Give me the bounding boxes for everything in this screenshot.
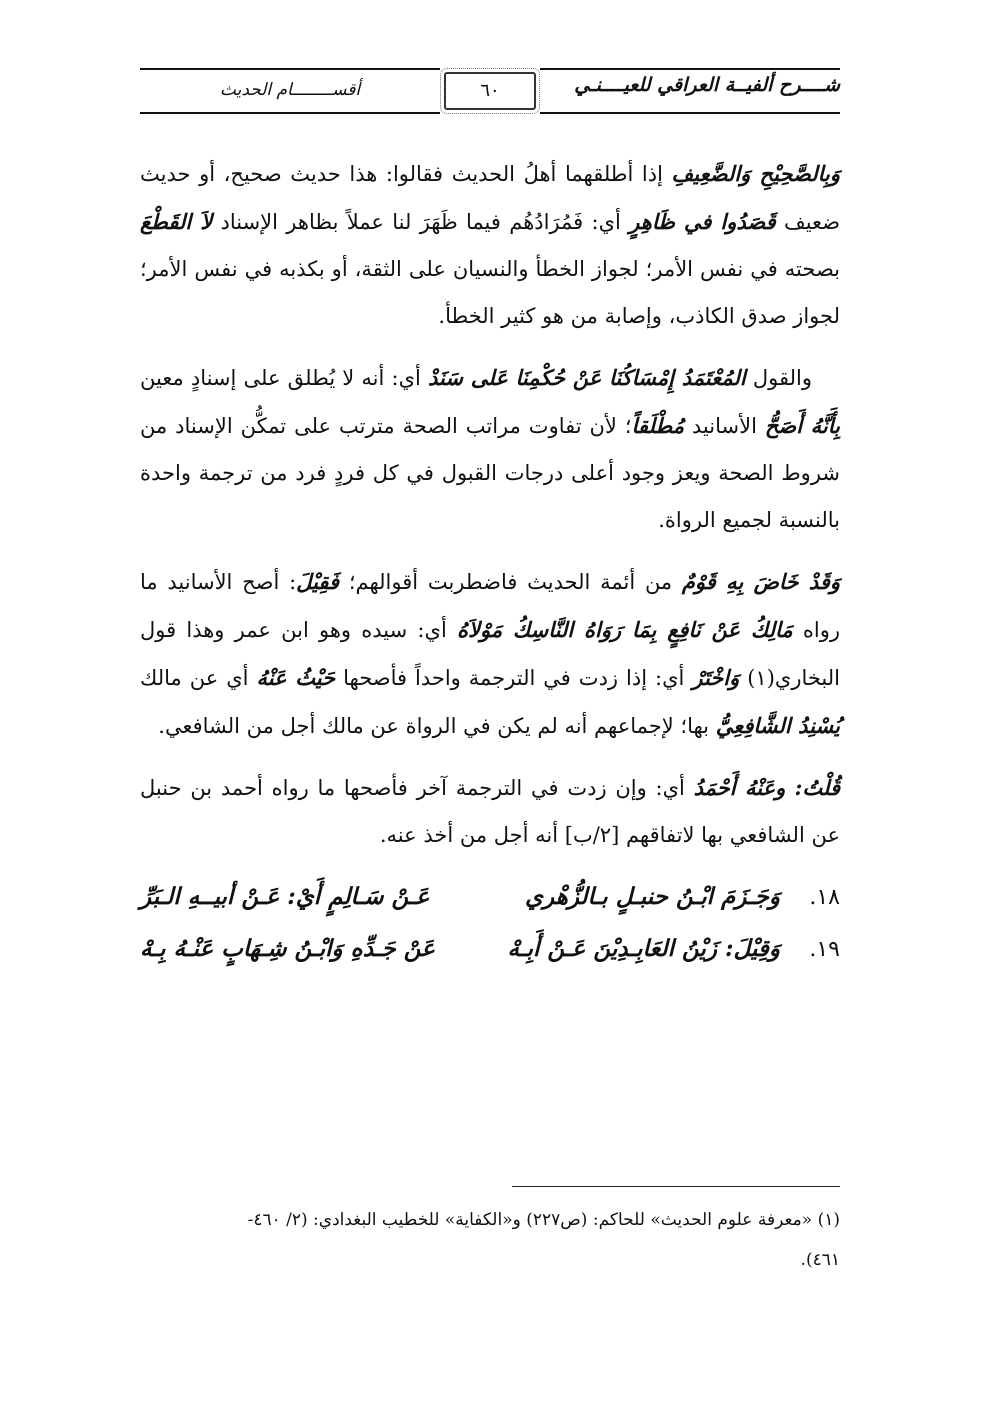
header-book-title: شــــرح ألفيــة العراقي للعيــــنـي: [574, 74, 840, 96]
commentary-text: بصحته في نفس الأمر؛ لجواز الخطأ والنسيان على الثقة، أو بكذبه في نفس الأمر؛ لجواز صدق الكاذب، وإصابة من هو كثير الخطأ.: [140, 257, 840, 328]
poem-quote: يُسْنِدُ الشَّافِعِيُّ: [715, 713, 840, 738]
commentary-text: : أصح الأسانيد ما رواه: [140, 570, 840, 642]
paragraphs: [140, 150, 840, 859]
commentary-text: أي عن مالك: [140, 666, 257, 690]
verse-number: ١٩.: [809, 937, 840, 962]
header-rule-top-left: [140, 68, 440, 70]
poem-quote: حَيْثُ عَنْهُ: [256, 665, 336, 690]
commentary-text: إذا أطلقهما أهلُ الحديث فقالوا: هذا حديث صحيح، أو حديث ضعيف: [140, 162, 841, 234]
poem-quote: قَصَدُوا في ظَاهِرٍ: [629, 209, 776, 234]
poem-quote: المُعْتَمَدُ إِمْسَاكُنَا عَنْ حُكْمِنَا عَلى سَنَدْ: [428, 365, 746, 390]
paragraph: [140, 354, 840, 544]
header-rule-top-right: [540, 68, 840, 70]
header-rule-bottom-left: [140, 112, 440, 114]
page-number: ٦٠: [444, 72, 536, 110]
verse-line: [140, 873, 840, 925]
footnote-line-1: (١) «معرفة علوم الحديث» للحاكم: (ص٢٢٧) و«الكفاية» للخطيب البغدادي: (٢/ ٤٦٠-: [247, 1210, 840, 1230]
document-page: [140, 0, 840, 1417]
header-rule-bottom-right: [540, 112, 840, 114]
poem-quote: بِأَنَّهُ أَصَحُّ: [764, 413, 840, 438]
commentary-text: ؛ لأن تفاوت مراتب الصحة مترتب على تمكُّن الإسناد من شروط الصحة ويعز وجود أعلى درجات القبول في كل فردٍ فرد من ترجمة واحدة بالنسبة لجميع الرواة.: [140, 414, 840, 532]
paragraph: [140, 558, 840, 750]
commentary-text: والقول: [745, 366, 813, 390]
header-section-title: أقســــــــام الحديث: [219, 80, 361, 100]
poem-quote: لاَ القَطْعَ: [140, 209, 213, 234]
commentary-text: من أئمة الحديث فاضطربت أقوالهم؛: [339, 570, 682, 594]
verses: [140, 873, 840, 977]
paragraph: [140, 150, 840, 340]
poem-quote: مُطْلَقاً: [631, 413, 684, 438]
commentary-text: أي: أنه لا يُطلق على إسنادٍ معين: [140, 366, 428, 390]
commentary-text: أي: فَمُرَادُهُم فيما ظَهَرَ لنا عملاً بظاهر الإسناد: [212, 210, 630, 234]
verse-second-hemistich: عَـنْ سَـالِمٍ أَيْ: عَـنْ أبيــهِ الـبَرِّ: [140, 883, 430, 910]
page-header: [140, 68, 840, 116]
poem-quote: وَقَدْ خَاضَ بِهِ قَوْمٌ: [681, 569, 840, 594]
commentary-text: أي: سيده وهو ابن عمر وهذا قول البخاري(١): [140, 618, 840, 690]
footnote: [140, 1200, 840, 1280]
poem-quote: قُلْتُ: وعَنْهُ أَحْمَدُ: [693, 775, 841, 800]
body-text: [140, 150, 840, 977]
verse-line: [140, 925, 840, 977]
verse-first-hemistich: وَقِيْلَ: زَيْنُ العَابِـدِيْنَ عَـنْ أَبِـهْ: [507, 935, 780, 962]
commentary-text: بها؛ لإجماعهم أنه لم يكن في الرواة عن مالك أجل من الشافعي.: [158, 714, 716, 738]
verse-second-hemistich: عَنْ جَـدِّهِ وَابْـنُ شِـهَابٍ عَنْـهُ بِـهْ: [140, 935, 435, 962]
verse-first-hemistich: وَجَـزَمَ ابْـنُ حنبـلٍ بـالزُّهْري: [525, 883, 780, 910]
poem-quote: فَقِيْلَ: [296, 569, 340, 594]
commentary-text: الأسانيد: [683, 414, 765, 438]
poem-quote: مَالِكُ عَنْ نَافِعٍ بِمَا رَوَاهُ النَّاسِكُ مَوْلاَهُ: [457, 617, 793, 642]
commentary-text: أي: وإن زدت في الترجمة آخر فأصحها ما رواه أحمد بن حنبل عن الشافعي بها لاتفاقهم [٢/ب] أنه أجل من أخذ عنه.: [140, 776, 840, 847]
footnote-rule: [512, 1186, 840, 1187]
verse-number: ١٨.: [809, 885, 840, 910]
poem-quote: وَاخْتَرْ: [692, 665, 740, 690]
commentary-text: أي: إذا زدت في الترجمة واحداً فأصحها: [335, 666, 693, 690]
poem-quote: وَبِالصَّحِيْحِ وَالضَّعِيفِ: [671, 161, 840, 186]
paragraph: [140, 764, 840, 859]
footnote-line-2: ٤٦١).: [800, 1250, 840, 1270]
